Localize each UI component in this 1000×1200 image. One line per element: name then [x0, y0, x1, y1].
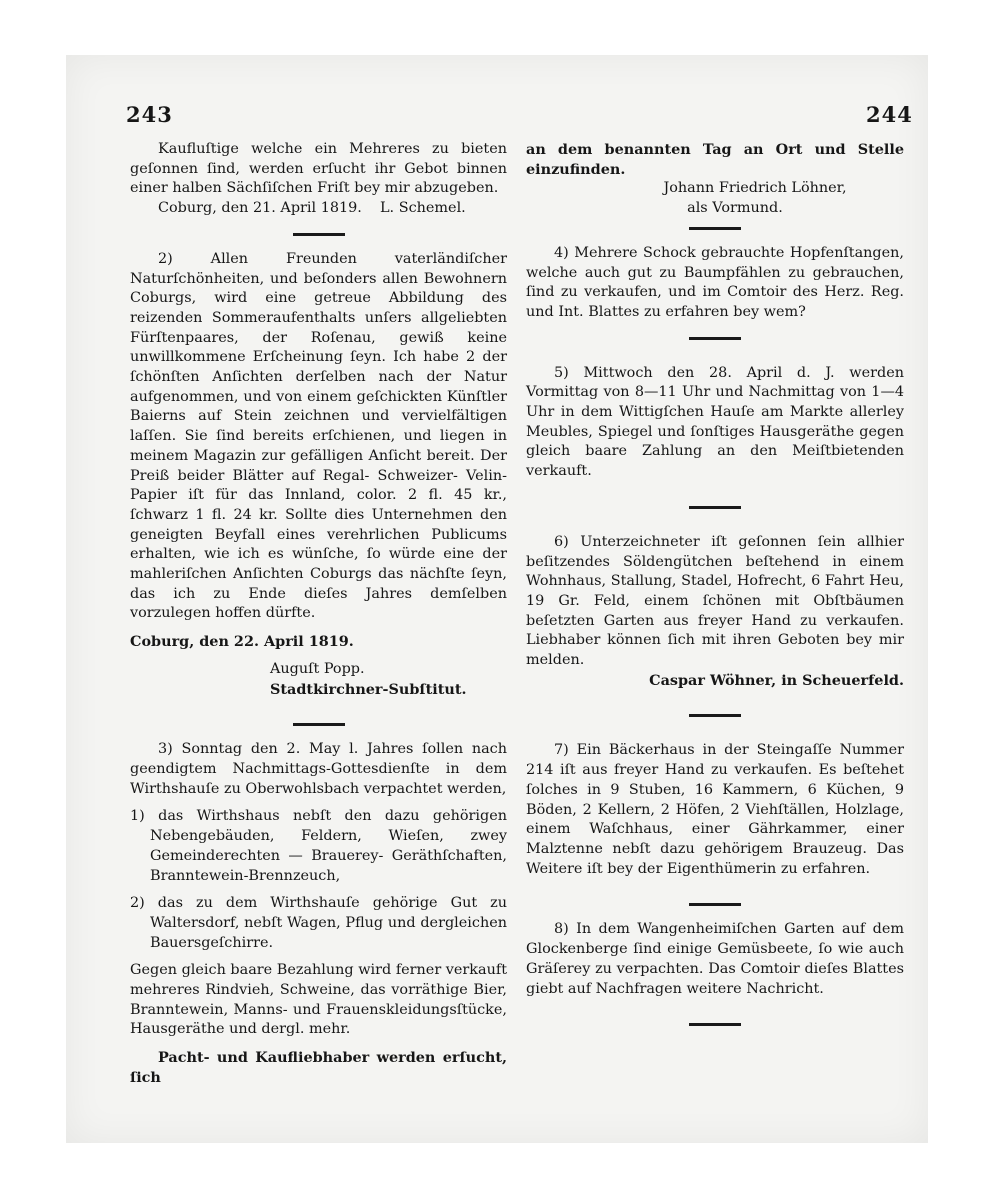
notice-5-text: 5) Mittwoch den 28. April d. J. werden Vormittag von 8—11 Uhr und Nachmittag von 1—4 Uhr in dem Wittigſchen Hauſe am Markte allerley Meubles, Spiegel und ſonſtiges Hausgeräthe gegen gleich baare Zahlung an den Meiſtbietenden verkauft.	[526, 364, 904, 480]
notice-2-text: 2) Allen Freunden vaterländiſcher Naturſchönheiten, und beſonders allen Bewohnern Coburgs, wird eine getreue Abbildung des reizenden Sommeraufenthalts unſers allgeliebten Fürſtenpaares, der Roſenau, gewiß keine unwillkommene Erſcheinung ſeyn. Ich habe 2 der ſchönſten Anſichten derſelben nach der Natur aufgenommen, und von einem geſchickten Künſtler Baierns auf Stein zeichnen und vervielfältigen laſſen. Sie ſind bereits erſchienen, und liegen in meinem Magazin zur gefälligen Anſicht bereit. Der Preiß beider Blätter auf Regal- Schweizer- Velin-Papier iſt für das Innland, color. 2 fl. 45 kr., ſchwarz 1 fl. 24 kr. Sollte dies Unternehmen den geneigten Beyfall eines verehrlichen Publicums erhalten, wie ich es wünſche, ſo würde eine der mahleriſchen Anſichten Coburgs das nächſte ſeyn, das ich zu Ende dieſes Jahres demſelben vorzulegen hoffen dürfte.	[130, 250, 507, 622]
notice-2-title: Stadtkirchner-Subſtitut.	[270, 680, 467, 698]
notice-8-text: 8) In dem Wangenheimiſchen Garten auf dem Glockenberge ſind einige Gemüsbeete, ſo wie auch Gräſerey zu verpachten. Das Comtoir dieſes Blattes giebt auf Nachfragen weitere Nachricht.	[526, 921, 904, 997]
left-column	[130, 140, 507, 1088]
notice-3-signature: Johann Friedrich Löhner,	[663, 180, 847, 197]
notice-3-last-line: Pacht- und Kaufliebhaber werden erſucht, ſich	[130, 1049, 507, 1086]
page-number-left: 243	[126, 102, 173, 127]
page-number-right: 244	[866, 102, 913, 127]
notice-1-text: Kaufluſtige welche ein Mehreres zu bieten geſonnen ſind, werden erſucht ihr Gebot binnen einer halben Sächſiſchen Friſt bey mir abzugeben.	[130, 141, 507, 197]
notice-2-name: Auguſt Popp.	[270, 660, 365, 677]
notice-3-item-1: 1) das Wirthshaus nebſt den dazu gehörigen Nebengebäuden, Feldern, Wieſen, zwey Gemeinderechten — Brauerey- Geräthſchaften, Branntewein-Brennzeuch,	[130, 808, 507, 884]
right-column	[526, 140, 904, 1026]
notice-1-date: Coburg, den 21. April 1819.	[158, 200, 362, 217]
notice-3-role: als Vormund.	[687, 200, 783, 217]
separator-rule	[689, 1023, 741, 1026]
notice-2-date: Coburg, den 22. April 1819.	[130, 633, 354, 651]
notice-7-text: 7) Ein Bäckerhaus in der Steingaſſe Nummer 214 iſt aus freyer Hand zu verkaufen. Es beſtehet ſolches in 9 Stuben, 16 Kammern, 6 Küchen, 9 Böden, 2 Kellern, 2 Höfen, 2 Viehſtällen, Holzlage, einem Waſchhaus, einer Gährkammer, einer Malztenne nebſt dazu gehörigem Brauzeug. Das Weitere iſt bey der Eigenthümerin zu erfahren.	[526, 742, 904, 877]
notice-6-signature: Caspar Wöhner, in Scheuerfeld.	[649, 671, 904, 689]
notice-3-end: an dem benannten Tag an Ort und Stelle einzufinden.	[526, 141, 904, 178]
notice-1-signature: L. Schemel.	[380, 200, 466, 217]
notice-4-text: 4) Mehrere Schock gebrauchte Hopfenſtangen, welche auch gut zu Baumpfählen zu gebrauchen, ſind zu verkaufen, und im Comtoir des Herz. Reg. und Int. Blattes zu erfahren bey wem?	[526, 244, 904, 320]
notice-6-text: 6) Unterzeichneter iſt geſonnen ſein allhier beſitzendes Söldengütchen beſtehend in einem Wohnhaus, Stallung, Stadel, Hofrecht, 6 Fahrt Heu, 19 Gr. Feld, einem ſchönen mit Obſtbäumen beſetzten Garten aus freyer Hand zu verkaufen. Liebhaber können ſich mit ihren Geboten bey mir melden.	[526, 533, 904, 669]
notice-3-item-2: 2) das zu dem Wirthshauſe gehörige Gut zu Waltersdorf, nebſt Wagen, Pflug und dergleichen Bauersgeſchirre.	[130, 895, 507, 951]
notice-3-intro: 3) Sonntag den 2. May l. Jahres ſollen nach geendigtem Nachmittags-Gottesdienſte in dem Wirthshauſe zu Oberwohlsbach verpachtet werden,	[130, 741, 507, 797]
notice-3-continuation: Gegen gleich baare Bezahlung wird ferner verkauft mehreres Rindvieh, Schweine, das vorräthige Bier, Branntewein, Manns- und Frauenskleidungsſtücke, Hausgeräthe und dergl. mehr.	[130, 962, 507, 1038]
